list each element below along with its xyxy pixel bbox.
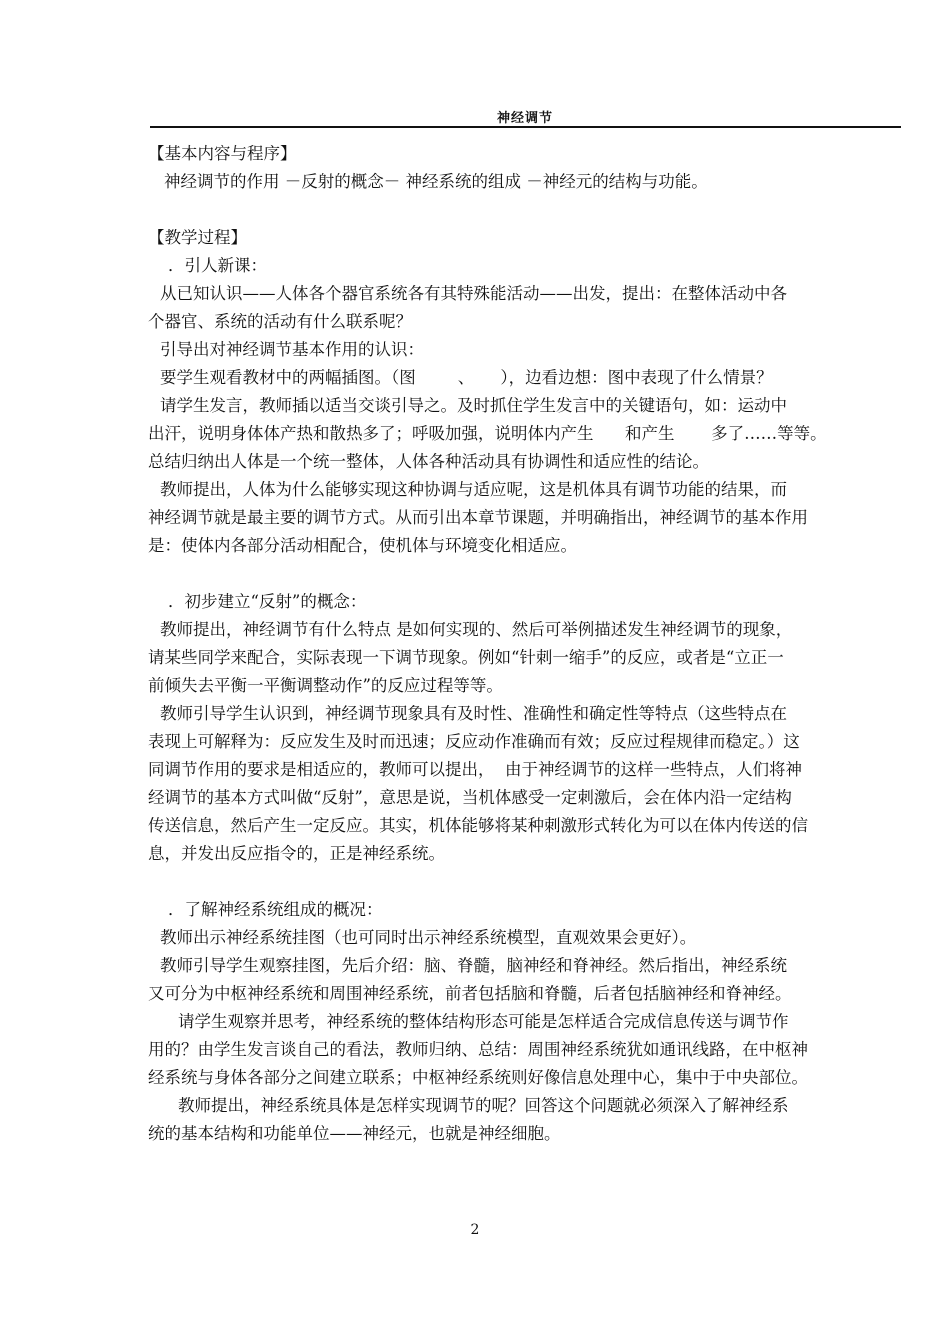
paragraph-line: 教师提出，人体为什么能够实现这种协调与适应呢，这是机体具有调节功能的结果，而 <box>160 480 787 499</box>
paragraph-line: 表现上可解释为：反应发生及时而迅速；反应动作准确而有效；反应过程规律而稳定。）这 <box>148 732 800 751</box>
paragraph-line: 请学生观察并思考，神经系统的整体结构形态可能是怎样适合完成信息传送与调节作 <box>178 1012 789 1031</box>
paragraph-line: 前倾失去平衡一平衡调整动作”的反应过程等等。 <box>148 676 503 695</box>
page-number: 2 <box>470 1222 480 1238</box>
paragraph-line: 又可分为中枢神经系统和周围神经系统，前者包括脑和脊髓，后者包括脑神经和脊神经。 <box>148 984 792 1003</box>
paragraph-line: 个器官、系统的活动有什么联系呢？ <box>148 312 412 331</box>
paragraph-line: 教师提出，神经系统具体是怎样实现调节的呢？回答这个问题就必须深入了解神经系 <box>178 1096 789 1115</box>
paragraph-line: 经调节的基本方式叫做“反射”，意思是说，当机体感受一定刺激后，会在体内沿一定结构 <box>148 788 792 807</box>
step-heading-nervous-system: ．了解神经系统组成的概况： <box>168 900 383 919</box>
paragraph-line: 经系统与身体各部分之间建立联系；中枢神经系统则好像信息处理中心，集中于中央部位。 <box>148 1068 808 1087</box>
paragraph-line: 神经调节就是最主要的调节方式。从而引出本章节课题，并明确指出，神经调节的基本作用 <box>148 508 808 527</box>
content-outline: 神经调节的作用 －反射的概念－ 神经系统的组成 －神经元的结构与功能。 <box>164 172 708 191</box>
section-heading-process: 【教学过程】 <box>148 228 247 247</box>
paragraph-line: 请某些同学来配合，实际表现一下调节现象。例如“针刺一缩手”的反应，或者是“立正一 <box>148 648 784 667</box>
step-heading-reflex: ．初步建立“反射”的概念： <box>168 592 367 611</box>
paragraph-line: 教师引导学生认识到，神经调节现象具有及时性、准确性和确定性等特点（这些特点在 <box>160 704 787 723</box>
paragraph-line: 是：使体内各部分活动相配合，使机体与环境变化相适应。 <box>148 536 577 555</box>
paragraph-line: 教师引导学生观察挂图，先后介绍：脑、脊髓，脑神经和脊神经。然后指出，神经系统 <box>160 956 787 975</box>
paragraph-line: 请学生发言，教师插以适当交谈引导之。及时抓住学生发言中的关键语句，如：运动中 <box>160 396 787 415</box>
paragraph-line: 教师出示神经系统挂图（也可同时出示神经系统模型，直观效果会更好）。 <box>160 928 697 947</box>
section-heading-content: 【基本内容与程序】 <box>148 144 297 163</box>
paragraph-line: 同调节作用的要求是相适应的，教师可以提出， 由于神经调节的这样一些特点，人们将神 <box>148 760 802 779</box>
paragraph-line: 出汗，说明身体体产热和散热多了；呼吸加强，说明体内产生 和产生 多了……等等。 <box>148 424 827 443</box>
paragraph-line: 统的基本结构和功能单位——神经元，也就是神经细胞。 <box>148 1124 561 1143</box>
paragraph-line: 要学生观看教材中的两幅插图。（图 、 ），边看边想：图中表现了什么情景？ <box>160 368 773 387</box>
document-body <box>148 140 888 1148</box>
paragraph-line: 息，并发出反应指令的，正是神经系统。 <box>148 844 445 863</box>
paragraph-line: 从已知认识——人体各个器官系统各有其特殊能活动——出发，提出：在整体活动中各 <box>160 284 787 303</box>
paragraph-line: 传送信息，然后产生一定反应。其实，机体能够将某种刺激形式转化为可以在体内传送的信 <box>148 816 808 835</box>
paragraph-line: 总结归纳出人体是一个统一整体，人体各种活动具有协调性和适应性的结论。 <box>148 452 709 471</box>
paragraph-line: 用的？由学生发言谈自己的看法，教师归纳、总结：周围神经系统犹如通讯线路，在中枢神 <box>148 1040 808 1059</box>
paragraph-line: 教师提出，神经调节有什么特点 是如何实现的、然后可举例描述发生神经调节的现象， <box>160 620 793 639</box>
step-heading-intro: ．引人新课： <box>168 256 267 275</box>
paragraph-line: 引导出对神经调节基本作用的认识： <box>160 340 424 359</box>
running-header-title: 神经调节 <box>496 111 553 126</box>
header-rule <box>150 126 901 128</box>
